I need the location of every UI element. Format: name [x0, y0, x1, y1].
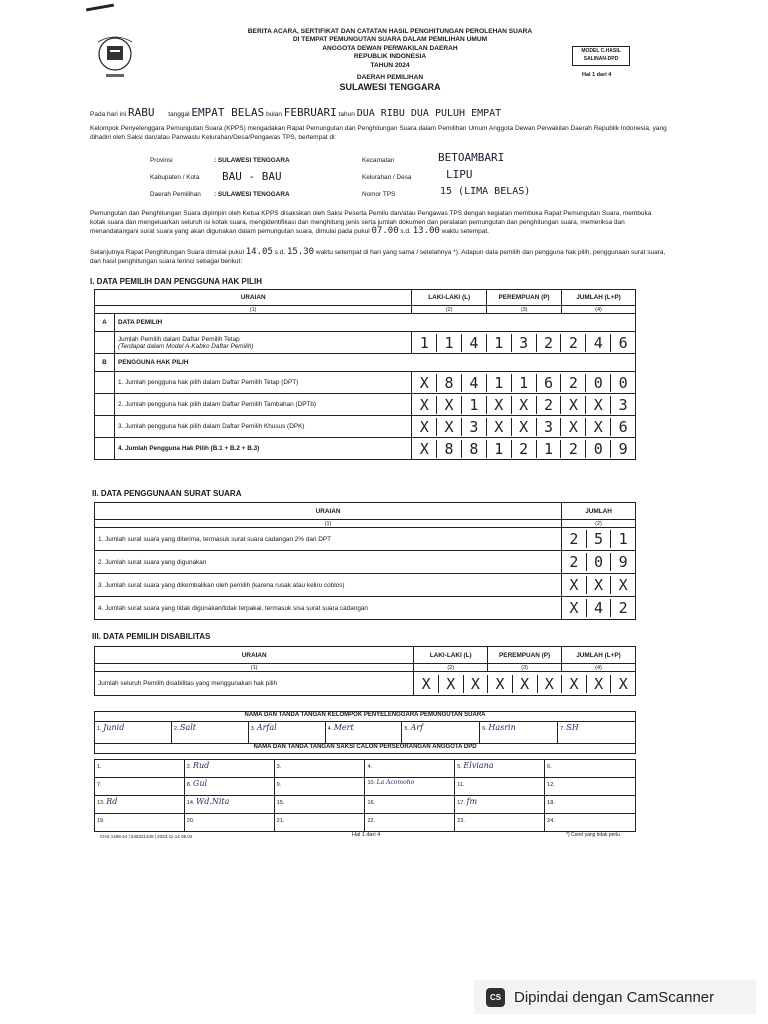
saksi-sig-cell	[365, 778, 455, 796]
saksi-signature-grid	[94, 759, 636, 832]
document-header	[150, 28, 630, 93]
digit: 5	[586, 530, 611, 548]
saksi-sig-cell	[365, 760, 455, 778]
section-b-title: PENGGUNA HAK PILIH	[114, 354, 635, 372]
bulan-value: FEBRUARI	[283, 106, 337, 119]
digit: 6	[610, 418, 635, 436]
kelurahan-value: LIPU	[446, 168, 473, 181]
sig-number: 24.	[547, 818, 555, 824]
s1-col-j: JUMLAH (L+P)	[562, 290, 636, 306]
table-row-values	[562, 597, 636, 620]
kelurahan-label: Kelurahan / Desa	[362, 174, 412, 181]
saksi-sig-cell	[95, 760, 185, 778]
signature: Mert	[333, 723, 354, 732]
s1-col-l: LAKI-LAKI (L)	[412, 290, 487, 306]
table-row-values	[562, 574, 636, 597]
digit: 3	[610, 396, 635, 414]
digit: X	[463, 675, 488, 693]
kpps-sig-cell	[248, 722, 325, 744]
camscanner-text: Dipindai dengan CamScanner	[514, 988, 715, 1006]
sig-number: 22.	[367, 818, 376, 824]
digit: X	[419, 439, 429, 458]
header-line-7: SULAWESI TENGGARA	[339, 82, 441, 93]
kpu-logo	[88, 30, 142, 84]
model-box	[572, 46, 630, 66]
saksi-sig-cell	[274, 814, 365, 832]
kpps-sig-cell	[95, 722, 172, 744]
intro-line	[90, 108, 670, 119]
digit: 0	[586, 553, 611, 571]
dapil-label: Daerah Pemilihan	[150, 191, 201, 198]
saksi-sig-cell	[184, 760, 274, 778]
count-text-2: waktu setempat di hari yang sama / setelahnya *). Adapun data pemilih dan pengguna hak pilih, penggunaan surat suara, dan hasil penghitungan suara terinci sebagai berikut:	[90, 249, 666, 265]
signature: La Acomoho	[376, 779, 415, 786]
pada-hari-ini-label: Pada hari ini	[90, 111, 127, 118]
section-a-title: DATA PEMILIH	[114, 314, 635, 332]
bulan-label: bulan	[266, 111, 282, 118]
signature: Arf	[410, 723, 424, 732]
s3-n2: (2)	[414, 664, 488, 672]
table-row-label: 1. Jumlah pengguna hak pilih dalam Daftar Pemilih Tetap (DPT)	[114, 372, 411, 394]
table-row-values	[412, 416, 636, 438]
digit: 4	[461, 334, 486, 352]
digit: 9	[610, 553, 635, 571]
table-row-values	[412, 372, 636, 394]
saksi-sig-cell	[184, 796, 274, 814]
sig-number: 8.	[186, 782, 192, 788]
dpt-row-text: Jumlah Pemilih dalam Daftar Pemilih Tetap	[117, 335, 240, 343]
sig-number: 4.	[367, 764, 373, 770]
table-row-label: 3. Jumlah pengguna hak pilih dalam Daftar Pemilih Khusus (DPK)	[114, 416, 411, 438]
s1-n1: (1)	[95, 306, 412, 314]
signature: Arfal	[256, 723, 277, 732]
saksi-sig-cell	[365, 814, 455, 832]
camscanner-logo	[486, 988, 505, 1007]
saksi-sig-cell	[274, 796, 365, 814]
sig-number: 1.	[97, 726, 102, 732]
signature: Gul	[192, 779, 208, 788]
digit: X	[560, 396, 585, 414]
digit: 6	[536, 374, 561, 392]
section-3-table	[94, 646, 636, 696]
digit: 3	[461, 418, 486, 436]
table-row-values	[412, 394, 636, 416]
s2-col-j: JUMLAH	[562, 503, 636, 520]
header-line-3: ANGGOTA DEWAN PERWAKILAN DAERAH	[322, 44, 458, 52]
digit: 1	[486, 334, 511, 352]
camscanner-logo-text: CS	[489, 992, 502, 1002]
hari-value: RABU	[127, 106, 155, 119]
section-2-title: II. DATA PENGGUNAAN SURAT SUARA	[92, 489, 242, 498]
saksi-sig-cell	[545, 814, 636, 832]
digit: 1	[436, 334, 461, 352]
saksi-sig-cell	[455, 814, 545, 832]
saksi-sig-cell	[365, 796, 455, 814]
kpps-sig-cell	[480, 722, 558, 744]
sig-number: 5.	[404, 726, 410, 732]
digit: 2	[560, 334, 585, 352]
digit: X	[511, 418, 536, 436]
tahun-label: tahun	[338, 111, 355, 118]
time-end: 13.00	[412, 226, 440, 236]
digit: X	[560, 418, 585, 436]
saksi-sig-cell	[184, 778, 274, 796]
provinsi-label: Provinsi	[150, 157, 173, 164]
table-row-label: 2. Jumlah pengguna hak pilih dalam Daftar Pemilih Tambahan (DPTb)	[114, 394, 411, 416]
sig-number: 11.	[457, 782, 465, 788]
digit: 0	[585, 374, 610, 392]
sig-number: 14.	[186, 800, 195, 806]
digit: 2	[569, 530, 579, 548]
digit: X	[419, 417, 429, 436]
saksi-sig-cell	[95, 814, 185, 832]
count-time-start: 14.05	[245, 247, 273, 257]
kecamatan-label: Kecamatan	[362, 157, 395, 164]
digit: 0	[610, 374, 635, 392]
digit: X	[511, 396, 536, 414]
sig-number: 13.	[97, 800, 105, 806]
saksi-sig-cell	[95, 796, 185, 814]
digit: X	[438, 675, 463, 693]
header-page-number: Hal 1 dari 4	[582, 72, 612, 78]
signature: SH	[566, 723, 579, 732]
sig-number: 6.	[547, 764, 552, 770]
kabupaten-label: Kabupaten / Kota	[150, 174, 200, 181]
digit: 1	[610, 530, 635, 548]
s1-n3: (3)	[487, 306, 562, 314]
saksi-sig-cell	[455, 778, 545, 796]
table-row-values	[412, 438, 636, 460]
tahun-value: DUA RIBU DUA PULUH EMPAT	[356, 108, 502, 119]
sig-number: 7.	[97, 782, 102, 788]
s3-n1: (1)	[95, 664, 414, 672]
digit: 2	[569, 553, 579, 571]
digit: 8	[436, 374, 461, 392]
saksi-signature-title: NAMA DAN TANDA TANGAN SAKSI CALON PERSEORANGAN ANGGOTA DPD	[95, 744, 636, 754]
digit: 0	[585, 440, 610, 458]
digit: 1	[419, 333, 429, 352]
footnote: *) Coret yang tidak perlu	[566, 832, 620, 838]
saksi-sig-cell	[274, 778, 365, 796]
header-line-1: BERITA ACARA, SERTIFIKAT DAN CATATAN HASIL PENGHITUNGAN PEROLEHAN SUARA	[247, 28, 533, 35]
digit: X	[436, 418, 461, 436]
digit: X	[610, 576, 635, 594]
s3-n4: (4)	[562, 664, 636, 672]
digit: 2	[511, 440, 536, 458]
section-b-letter: B	[95, 354, 115, 372]
s3-col-uraian: URAIAN	[95, 647, 414, 664]
table-row-values	[562, 551, 636, 574]
signature: Rud	[192, 761, 210, 770]
camscanner-watermark	[474, 980, 756, 1014]
sig-number: 19.	[97, 818, 105, 824]
tps-label: Nomor TPS	[362, 191, 396, 198]
table-row-label: 3. Jumlah surat suara yang dikembalikan oleh pemilih (karena rusak atau keliru coblos)	[95, 574, 562, 597]
digit: X	[512, 675, 537, 693]
procedure-text: Pemungutan dan Penghitungan Suara dipimpin oleh Ketua KPPS disaksikan oleh Saksi Peserta Pemilu dan/atau Pengawas TPS dengan kegiatan membuka Rapat Pemungutan Suara, membuka kotak suara dan mengeluarkan seluruh isi kotak suara, mengidentifikasi dan menghitung jenis serta jumlah dokumen dan peralatan pemungutan dan penghitungan suara, memeriksa dan menandatangani surat suara yang akan digunakan dalam pemungutan suara, dimulai pada pukul	[90, 210, 652, 235]
digit: X	[585, 418, 610, 436]
intro-text: Kelompok Penyelenggara Pemungutan Suara (KPPS) mengadakan Rapat Pemungutan dan Penghitungan Suara dalam Pemilihan Umum Anggota Dewan Perwakilan Daerah Republik Indonesia, yang dihadiri oleh Saksi dan/atau Panwaslu Kelurahan/Desa/Pengawas TPS, bertempat di:	[90, 125, 667, 141]
digit: X	[586, 576, 611, 594]
table-row-label: 2. Jumlah surat suara yang digunakan	[95, 551, 562, 574]
digit: 2	[560, 440, 585, 458]
digit: X	[586, 675, 611, 693]
table-row-label: 4. Jumlah surat suara yang tidak digunakan/tidak terpakai, termasuk sisa surat suara cadangan	[95, 597, 562, 620]
count-time-end: 15.30	[286, 247, 315, 257]
disabilitas-row-values	[414, 672, 636, 696]
sd-label-1: s.d.	[400, 228, 411, 235]
saksi-sig-cell	[455, 760, 545, 778]
section-1-title: I. DATA PEMILIH DAN PENGGUNA HAK PILIH	[90, 277, 262, 286]
header-line-6: DAERAH PEMILIHAN	[356, 74, 424, 82]
s1-col-p: PEREMPUAN (P)	[487, 290, 562, 306]
sig-number: 3.	[276, 764, 282, 770]
signature: Junid	[103, 723, 125, 732]
sig-number: 5.	[457, 764, 462, 770]
digit: 1	[486, 374, 511, 392]
tps-value: 15 (LIMA BELAS)	[440, 186, 531, 197]
s2-n1: (1)	[95, 520, 562, 528]
digit: X	[487, 675, 512, 693]
kpps-sig-cell	[171, 722, 248, 744]
saksi-sig-cell	[274, 760, 365, 778]
sig-number: 9.	[276, 782, 282, 788]
tanggal-label: tanggal	[168, 111, 190, 118]
saksi-sig-cell	[545, 760, 636, 778]
sig-number: 10.	[367, 780, 376, 786]
signature: Elviana	[463, 761, 494, 770]
digit: 4	[586, 599, 611, 617]
count-paragraph	[90, 248, 668, 266]
digit: 3	[536, 418, 561, 436]
digit: X	[610, 675, 635, 693]
digit: 1	[486, 440, 511, 458]
waktu-label: waktu setempat.	[441, 228, 489, 235]
section-3-title: III. DATA PEMILIH DISABILITAS	[92, 632, 211, 641]
count-text: Selanjutnya Rapat Penghitungan Suara dimulai pukul	[90, 249, 244, 256]
digit: 2	[536, 396, 561, 414]
sig-number: 21.	[276, 818, 285, 824]
kecamatan-value: BETOAMBARI	[438, 151, 505, 164]
digit: X	[561, 675, 586, 693]
s2-n2: (2)	[562, 520, 636, 528]
digit: X	[537, 675, 562, 693]
digit: X	[569, 576, 579, 594]
s3-n3: (3)	[488, 664, 562, 672]
signature: fm	[466, 797, 478, 806]
section-a-letter: A	[95, 314, 115, 332]
sig-number: 15.	[276, 800, 285, 806]
sd-label-2: s.d.	[274, 249, 286, 256]
sig-number: 12.	[547, 782, 555, 788]
sig-number: 2.	[173, 726, 179, 732]
digit: X	[419, 395, 429, 414]
digit: X	[421, 674, 431, 693]
signature: Hasrin	[488, 723, 516, 732]
disabilitas-row-label: Jumlah seluruh Pemilih disabilitas yang menggunakan hak pilih	[95, 672, 414, 696]
table-row-label: 1. Jumlah surat suara yang diterima, termasuk surat suara cadangan 2% dari DPT	[95, 528, 562, 551]
dpt-row-values	[412, 332, 636, 354]
table-row-values	[562, 528, 636, 551]
digit: 2	[610, 599, 635, 617]
sig-number: 1.	[97, 764, 102, 770]
s2-col-uraian: URAIAN	[95, 503, 562, 520]
digit: X	[585, 396, 610, 414]
time-start: 07.00	[371, 226, 399, 236]
saksi-sig-cell	[545, 778, 636, 796]
header-line-2: DI TEMPAT PEMUNGUTAN SUARA DALAM PEMILIHAN UMUM	[292, 36, 488, 44]
s3-col-p: PEREMPUAN (P)	[488, 647, 562, 664]
signature: Salt	[179, 723, 197, 732]
sig-number: 3.	[250, 726, 256, 732]
signature: Rd	[106, 797, 118, 806]
digit: 2	[536, 334, 561, 352]
saksi-sig-cell	[455, 796, 545, 814]
saksi-sig-cell	[95, 778, 185, 796]
digit: 8	[436, 440, 461, 458]
sig-number: 20.	[186, 818, 195, 824]
digit: X	[436, 396, 461, 414]
digit: 1	[511, 374, 536, 392]
dapil-value: : SULAWESI TENGGARA	[214, 191, 290, 198]
saksi-sig-cell	[184, 814, 274, 832]
digit: 1	[461, 396, 486, 414]
kabupaten-value: BAU - BAU	[222, 170, 282, 183]
document-code: CHS.1408-24 | 545321349 | 2023-11-14 08.02	[100, 834, 193, 839]
s1-n4: (4)	[562, 306, 636, 314]
digit: 2	[560, 374, 585, 392]
digit: 3	[511, 334, 536, 352]
section-1-table	[94, 289, 636, 460]
kpps-sig-cell	[325, 722, 402, 744]
saksi-sig-cell	[545, 796, 636, 814]
sig-number: 16.	[367, 800, 376, 806]
header-line-4: REPUBLIK INDONESIA	[353, 53, 427, 61]
section-2-table	[94, 502, 636, 620]
digit: 8	[461, 440, 486, 458]
dpt-row-subtext: (Terdapat dalam Model A-Kabko Daftar Pemilih)	[117, 342, 254, 350]
sig-number: 2.	[186, 764, 192, 770]
footer-page-number: Hal 1 dari 4	[352, 832, 381, 838]
signature-table	[94, 711, 636, 754]
header-line-5: TAHUN 2024	[370, 61, 410, 69]
digit: 1	[536, 440, 561, 458]
digit: X	[486, 418, 511, 436]
model-sub-label: SALINAN-DPD	[583, 56, 619, 62]
kpps-sig-cell	[558, 722, 636, 744]
kpps-signature-title: NAMA DAN TANDA TANGAN KELOMPOK PENYELENGGARA PEMUNGUTAN SUARA	[95, 712, 636, 722]
digit: 9	[610, 440, 635, 458]
sig-number: 7.	[560, 726, 565, 732]
s3-col-j: JUMLAH (L+P)	[562, 647, 636, 664]
sig-number: 6.	[482, 726, 487, 732]
s3-col-l: LAKI-LAKI (L)	[414, 647, 488, 664]
dpt-row-label	[114, 332, 411, 354]
model-label: MODEL C.HASIL	[581, 48, 621, 54]
sig-number: 17.	[457, 800, 465, 806]
digit: X	[486, 396, 511, 414]
s1-n2: (2)	[412, 306, 487, 314]
s1-col-uraian: URAIAN	[95, 290, 412, 306]
sig-number: 18.	[547, 800, 555, 806]
table-row-label: 4. Jumlah Pengguna Hak Pilih (B.1 + B.2 + B.3)	[114, 438, 411, 460]
pen-mark	[86, 4, 114, 12]
sig-number: 23.	[457, 818, 465, 824]
sig-number: 4.	[327, 726, 333, 732]
provinsi-value: : SULAWESI TENGGARA	[214, 157, 290, 164]
kpps-sig-cell	[402, 722, 480, 744]
digit: 4	[585, 334, 610, 352]
procedure-paragraph	[90, 209, 668, 236]
digit: 6	[610, 334, 635, 352]
digit: 4	[461, 374, 486, 392]
signature: Wd.Nita	[195, 797, 230, 806]
tanggal-value: EMPAT BELAS	[191, 106, 265, 119]
digit: X	[419, 373, 429, 392]
digit: X	[569, 599, 579, 617]
